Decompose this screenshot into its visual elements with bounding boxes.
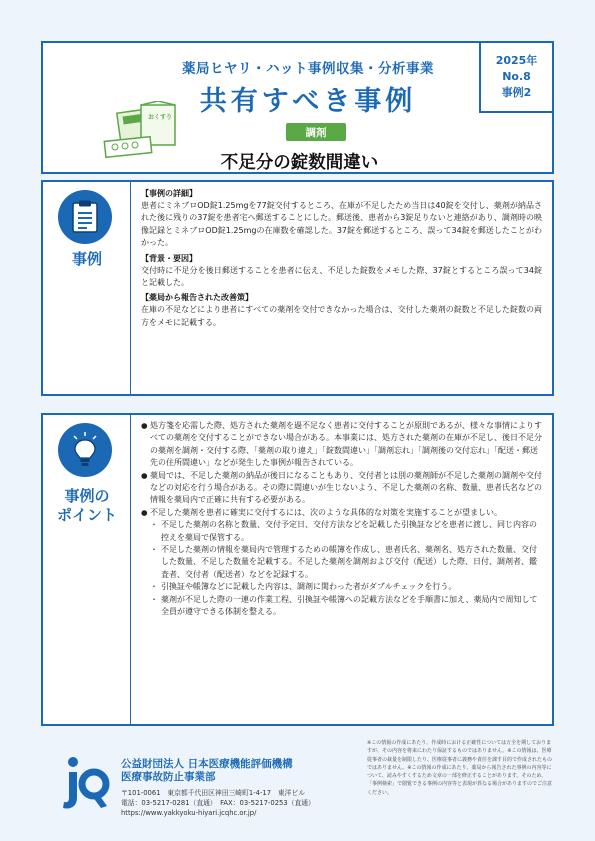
category-badge: 調剤 xyxy=(286,123,346,141)
main-title: 共有すべき事例 xyxy=(199,86,417,117)
org-url[interactable]: https://www.yakkyoku-hiyari.jcqhc.or.jp/ xyxy=(121,809,257,817)
case-section xyxy=(41,180,554,396)
clipboard-icon xyxy=(58,190,112,244)
point-side xyxy=(43,415,131,724)
case-number: 事例2 xyxy=(501,86,532,99)
jq-logo xyxy=(61,754,111,814)
point-subitem: ・ 薬剤が不足した際の一連の作業工程、引換証や帳簿への記載方法などを手順書に加え、薬局内で周知して全員が遵守できる体制を整える。 xyxy=(141,594,542,619)
background-text: 交付時に不足分を後日郵送することを患者に伝え、不足した錠数をメモした際、37錠とするところ誤って34錠と記載した。 xyxy=(141,265,542,288)
details-heading: 【事例の詳細】 xyxy=(141,189,197,198)
point-subitem: ・ 不足した薬剤の情報を薬局内で管理するための帳簿を作成し、患者氏名、薬剤名、処方された数量、交付した数量、不足した数量を記載する。不足した薬剤を調剤および交付（配送）した際、日付、調剤者、鑑査者、交付者（配送者）などを記録する。 xyxy=(141,544,542,581)
point-body xyxy=(141,420,542,619)
footer xyxy=(41,734,554,829)
issue-tag xyxy=(479,43,552,113)
org-phone: 電話：03-5217-0281（直通） FAX：03-5217-0253（直通） xyxy=(121,799,315,807)
header-box xyxy=(41,41,554,174)
point-subitem: ・ 不足した薬剤の名称と数量、交付予定日、交付方法などを記載した引換証などを患者に渡し、同じ内容の控えを薬局で保管する。 xyxy=(141,519,542,544)
issue-number: No.8 xyxy=(502,70,531,83)
point-bullet: ● 処方箋を応需した際、処方された薬剤を過不足なく患者に交付することが原則であるが、様々な事情によりすべての薬剤を交付することができない場合がある。本事業には、処方された薬剤の在庫が不足し、後日不足分の薬剤を調剤・交付する際、「薬剤の取り違え」「錠数間違い」「調剤忘れ」「調剤後の交付忘れ」「配送・郵送先の住所間違い」などが発生した事例が報告されている。 xyxy=(141,420,542,470)
point-section xyxy=(41,413,554,726)
org-name-line2: 医療事故防止事業部 xyxy=(121,771,216,783)
point-bullet: ● 薬局では、不足した薬剤の納品が後日になることもあり、交付者とは別の薬剤師が不足した薬剤の調剤や交付などの対応を行う場合がある。その際に間違いが生じないよう、不足した薬剤の名称、数量、患者氏名などの情報を薬局内で正確に共有する必要がある。 xyxy=(141,470,542,507)
case-side xyxy=(43,182,131,394)
details-text: 患者にミネブロOD錠1.25mgを77錠交付するところ、在庫が不足したため当日は40錠を交付し、薬剤が納品された後に残りの37錠を患者宅へ郵送することにした。郵送後、患者から3錠足りないと連絡があり、調剤時の映像記録とミネブロOD錠1.25mgの在庫数を確認した。37錠を郵送するところ、誤って34錠を郵送したことがわかった。 xyxy=(141,201,542,248)
point-label-line2: ポイント xyxy=(56,506,117,524)
lightbulb-icon xyxy=(58,423,112,477)
disclaimer: ※この情報の作成にあたり、作成時における正確性については万全を期しておりますが、その内容を将来にわたり保証するものではありません。※この情報は、医療従事者の裁量を制限したり、医療従事者に義務や責任を課す目的で作成されたものではありません。※この情報の作成にあたり、薬局から報告された事例の内容等について、読みやすくするため文章の一部を修正することがあります。そのため、「事例検索」で閲覧できる事例の内容等と表現が異なる場合がありますのでご注意ください。 xyxy=(367,740,553,796)
point-subitem: ・ 引換証や帳簿などに記載した内容は、調剤に関わった者がダブルチェックを行う。 xyxy=(141,581,542,593)
case-body xyxy=(141,188,542,332)
point-label-line1: 事例の xyxy=(64,487,110,505)
improvement-text: 在庫の不足などにより患者にすべての薬剤を交付できなかった場合は、交付した薬剤の錠数と不足した錠数の両方をメモに記載する。 xyxy=(141,305,542,327)
issue-year: 2025年 xyxy=(495,54,538,67)
illustration-label: おくすり xyxy=(148,114,173,121)
improvement-heading: 【薬局から報告された改善策】 xyxy=(141,293,253,303)
point-bullet: ● 不足した薬剤を患者に確実に交付するには、次のような具体的な対策を実施することが望ましい。 xyxy=(141,507,542,519)
series-title: 薬局ヒヤリ・ハット事例収集・分析事業 xyxy=(182,61,434,77)
case-label: 事例 xyxy=(71,250,102,268)
org-address: 〒101-0061 東京都千代田区神田三崎町1-4-17 東洋ビル xyxy=(121,789,306,797)
background-heading: 【背景・要因】 xyxy=(141,253,197,263)
organization-info xyxy=(121,758,315,818)
case-title: 不足分の錠数間違い xyxy=(220,153,379,173)
org-name-line1: 公益財団法人 日本医療機能評価機構 xyxy=(121,758,293,770)
